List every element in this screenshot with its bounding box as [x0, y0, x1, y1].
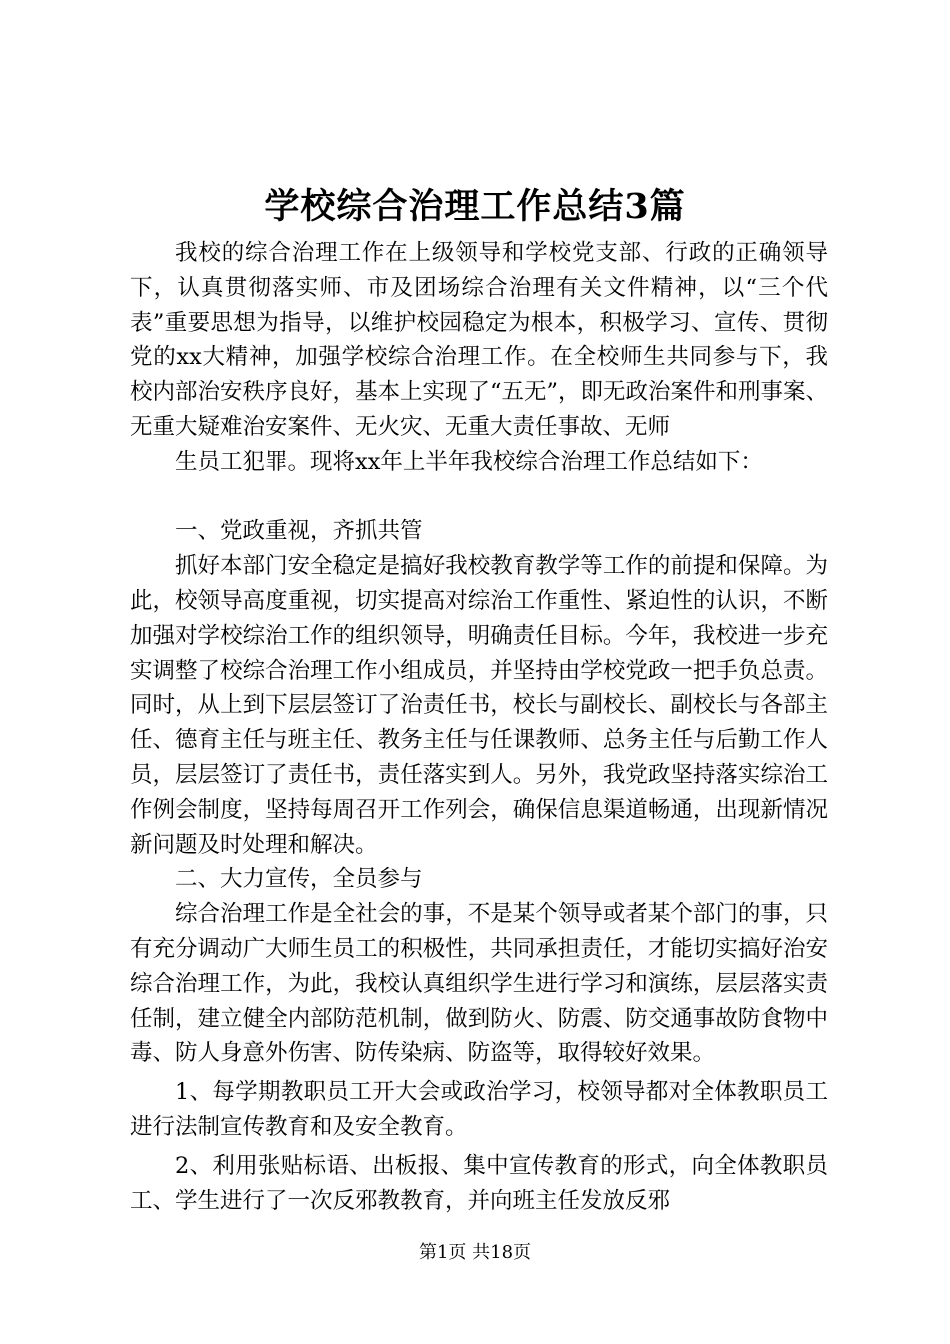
- paragraph-section-1: 抓好本部门安全稳定是搞好我校教育教学等工作的前提和保障。为此，校领导高度重视，切实提高对综治工作重性、紧迫性的认识，不断加强对学校综治工作的组织领导，明确责任目标。今年，我校进一步充实调整了校综合治理工作小组成员，并坚持由学校党政一把手负总责。同时，从上到下层层签订了治责任书，校长与副校长、副校长与各部主任、德育主任与班主任、教务主任与任课教师、总务主任与后勤工作人员，层层签订了责任书，责任落实到人。另外，我党政坚持落实综治工作例会制度，坚持每周召开工作列会，确保信息渠道畅通，出现新情况新问题及时处理和解决。: [130, 553, 828, 858]
- paragraph-intro-continued: 生员工犯罪。现将xx年上半年我校综合治理工作总结如下：: [175, 448, 763, 475]
- page-number-footer: 第1页 共18页: [418, 1242, 532, 1263]
- list-item-2: 2、利用张贴标语、出板报、集中宣传教育的形式，向全体教职员工、学生进行了一次反邪教教育，并向班主任发放反邪: [130, 1152, 828, 1214]
- list-item-1: 1、每学期教职员工开大会或政治学习，校领导都对全体教职员工进行法制宣传教育和及安全教育。: [130, 1079, 828, 1140]
- paragraph-intro: 我校的综合治理工作在上级领导和学校党支部、行政的正确领导下，认真贯彻落实师、市及团场综合治理有关文件精神，以“三个代表”重要思想为指导，以维护校园稳定为根本，积极学习、宣传、贯彻党的xx大精神，加强学校综合治理工作。在全校师生共同参与下，我校内部治安秩序良好，基本上实现了“五无”，即无政治案件和刑事案、无重大疑难治安案件、无火灾、无重大责任事故、无师: [130, 240, 829, 440]
- document-body: [130, 236, 828, 1218]
- section-heading-2: 二、大力宣传，全员参与: [175, 866, 423, 893]
- section-heading-1: 一、党政重视，齐抓共管: [175, 518, 423, 545]
- paragraph-section-2: 综合治理工作是全社会的事，不是某个领导或者某个部门的事，只有充分调动广大师生员工的积极性，共同承担责任，才能切实搞好治安综合治理工作，为此，我校认真组织学生进行学习和演练，层层落实责任制，建立健全内部防范机制，做到防火、防震、防交通事故防食物中毒、防人身意外伤害、防传染病、防盗等，取得较好效果。: [130, 901, 828, 1067]
- document-title: 学校综合治理工作总结3篇: [264, 186, 686, 227]
